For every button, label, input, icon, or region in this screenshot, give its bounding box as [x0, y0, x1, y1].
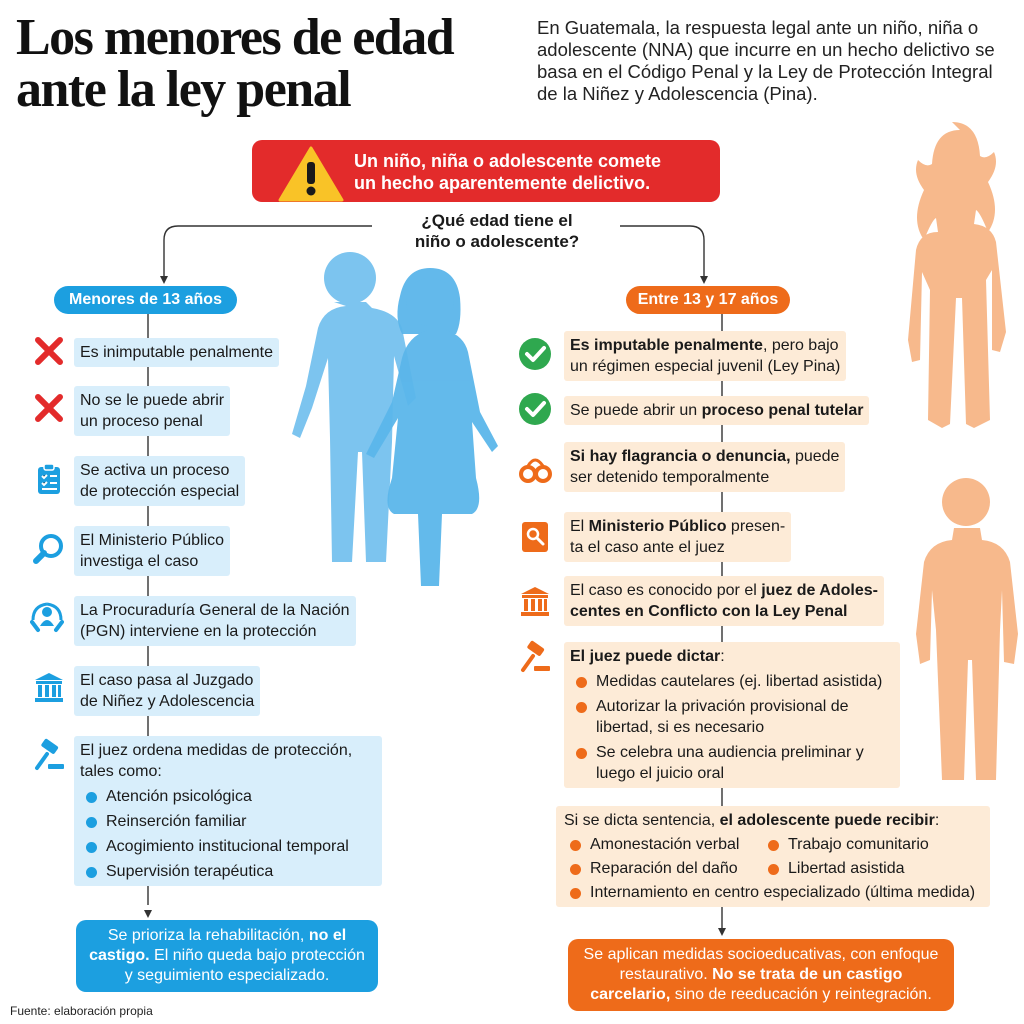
- left-item-pgn: La Procuraduría General de la Nación (PGN) interviene en la protección: [74, 596, 356, 646]
- sentence-option: Amonestación verbal: [564, 834, 762, 855]
- right-conclusion: Se aplican medidas socioeducativas, con enfoque restaurativo. No se trata de un castigo carcelario, sino de reeducación y reintegración.: [568, 939, 954, 1011]
- measure-item: Reinserción familiar: [80, 811, 376, 832]
- protection-hands-icon: [30, 600, 64, 634]
- right-sentence-box: Si se dicta sentencia, el adolescente puede recibir: Amonestación verbal Trabajo comunitario Reparación del daño Libertad asistida Internamiento en centro especializado (última medida): [556, 806, 990, 907]
- right-item-ministerio-publico: El Ministerio Público presen- ta el caso ante el juez: [564, 512, 791, 562]
- courthouse-icon: [32, 670, 66, 704]
- x-mark-icon: [32, 391, 66, 425]
- judge-option: Medidas cautelares (ej. libertad asistida): [570, 671, 894, 692]
- left-item-medidas: El juez ordena medidas de protección, tales como: Atención psicológica Reinserción familiar Acogimiento institucional temporal Supervisión terapéutica: [74, 736, 382, 886]
- x-mark-icon: [32, 334, 66, 368]
- right-item-juez-adolescentes: El caso es conocido por el juez de Adoles- centes en Conflicto con la Ley Penal: [564, 576, 884, 626]
- alert-line-2: un hecho aparentemente delictivo.: [354, 173, 651, 193]
- clipboard-icon: [32, 462, 66, 496]
- document-search-icon: [518, 520, 552, 554]
- alert-line-1: Un niño, niña o adolescente comete: [354, 151, 662, 171]
- handcuffs-icon: [518, 452, 552, 486]
- under-13-label: Menores de 13 años: [54, 286, 237, 314]
- age-question: [372, 210, 622, 252]
- measure-item: Supervisión terapéutica: [80, 861, 376, 882]
- left-conclusion: Se prioriza la rehabilitación, no el castigo. El niño queda bajo protección y seguimiento especializado.: [76, 920, 378, 992]
- judge-option-cont: luego el juicio oral: [596, 765, 725, 782]
- title-line-2: ante la ley penal: [16, 61, 351, 118]
- sentence-option: Reparación del daño: [564, 858, 762, 879]
- 13-to-17-label: Entre 13 y 17 años: [626, 286, 790, 314]
- right-item-proceso-tutelar: Se puede abrir un proceso penal tutelar: [564, 396, 869, 425]
- sentence-option: Libertad asistida: [762, 858, 905, 879]
- courthouse-icon: [518, 584, 552, 618]
- right-item-imputable: Es imputable penalmente, pero bajo un régimen especial juvenil (Ley Pina): [564, 331, 846, 381]
- judge-option-cont: libertad, si es necesario: [596, 719, 765, 736]
- left-item-juzgado: El caso pasa al Juzgado de Niñez y Adolescencia: [74, 666, 260, 716]
- check-icon: [518, 392, 552, 426]
- left-item-proteccion-especial: Se activa un proceso de protección especial: [74, 456, 245, 506]
- judge-option: Se celebra una audiencia preliminar y: [570, 742, 894, 763]
- judge-option: Autorizar la privación provisional de: [570, 696, 894, 717]
- right-item-juez-dictar: El juez puede dictar: Medidas cautelares (ej. libertad asistida) Autorizar la privación provisional de libertad, si es necesario Se celebra una audiencia preliminar y luego el juicio oral: [564, 642, 900, 788]
- sentence-option: Internamiento en centro especializado (última medida): [564, 882, 982, 903]
- sentence-option: Trabajo comunitario: [762, 834, 929, 855]
- alert-banner: [252, 140, 720, 202]
- left-item-ministerio-publico: El Ministerio Público investiga el caso: [74, 526, 230, 576]
- source-note: Fuente: elaboración propia: [10, 1004, 153, 1018]
- left-item-inimputable: Es inimputable penalmente: [74, 338, 279, 367]
- intro-text: En Guatemala, la respuesta legal ante un niño, niña o adolescente (NNA) que incurre en un hecho delictivo se basa en el Código Penal y la Ley de Protección Integral de la Niñez y Adolescencia (Pina).: [537, 17, 995, 104]
- title-line-1: Los menores de edad: [16, 9, 454, 66]
- question-line-1: ¿Qué edad tiene el: [421, 211, 573, 230]
- gavel-icon: [518, 640, 552, 674]
- measure-item: Atención psicológica: [80, 786, 376, 807]
- gavel-icon: [32, 738, 66, 772]
- question-line-2: niño o adolescente?: [414, 232, 580, 251]
- warning-icon: [278, 146, 344, 202]
- left-item-no-proceso: No se le puede abrir un proceso penal: [74, 386, 230, 436]
- measure-item: Acogimiento institucional temporal: [80, 836, 376, 857]
- magnifier-icon: [32, 532, 66, 566]
- right-item-flagrancia: Si hay flagrancia o denuncia, puede ser detenido temporalmente: [564, 442, 845, 492]
- check-icon: [518, 337, 552, 371]
